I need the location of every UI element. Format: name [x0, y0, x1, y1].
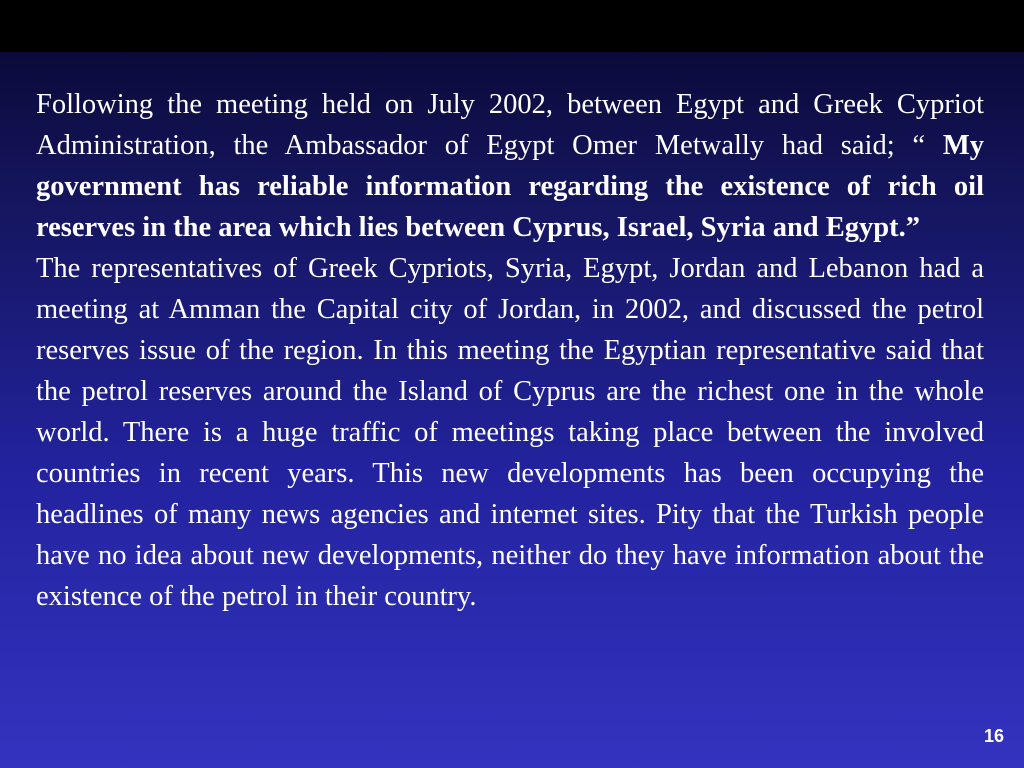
paragraph-meeting-quote: [36, 84, 984, 248]
ambassador-quote: My government has reliable information regarding the existence of rich oil reserves in the area which lies between Cyprus, Israel, Syria and Egypt.”: [36, 130, 984, 243]
page-number: 16: [983, 726, 1004, 746]
top-band: [0, 0, 1024, 52]
paragraph-amman-meeting: The representatives of Greek Cypriots, Syria, Egypt, Jordan and Lebanon had a meeting at Amman the Capital city of Jordan, in 2002, and discussed the petrol reserves issue of the region. In this meeting the Egyptian representative said that the petrol reserves around the Island of Cyprus are the richest one in the whole world. There is a huge traffic of meetings taking place between the involved countries in recent years. This new developments has been occupying the headlines of many news agencies and internet sites. Pity that the Turkish people have no idea about new developments, neither do they have information about the existence of the petrol in their country.: [36, 253, 984, 612]
paragraph-intro-text: Following the meeting held on July 2002, between Egypt and Greek Cypriot Administration, the Ambassador of Egypt Omer Metwally had said; “: [36, 89, 984, 161]
slide-body: [36, 84, 984, 617]
